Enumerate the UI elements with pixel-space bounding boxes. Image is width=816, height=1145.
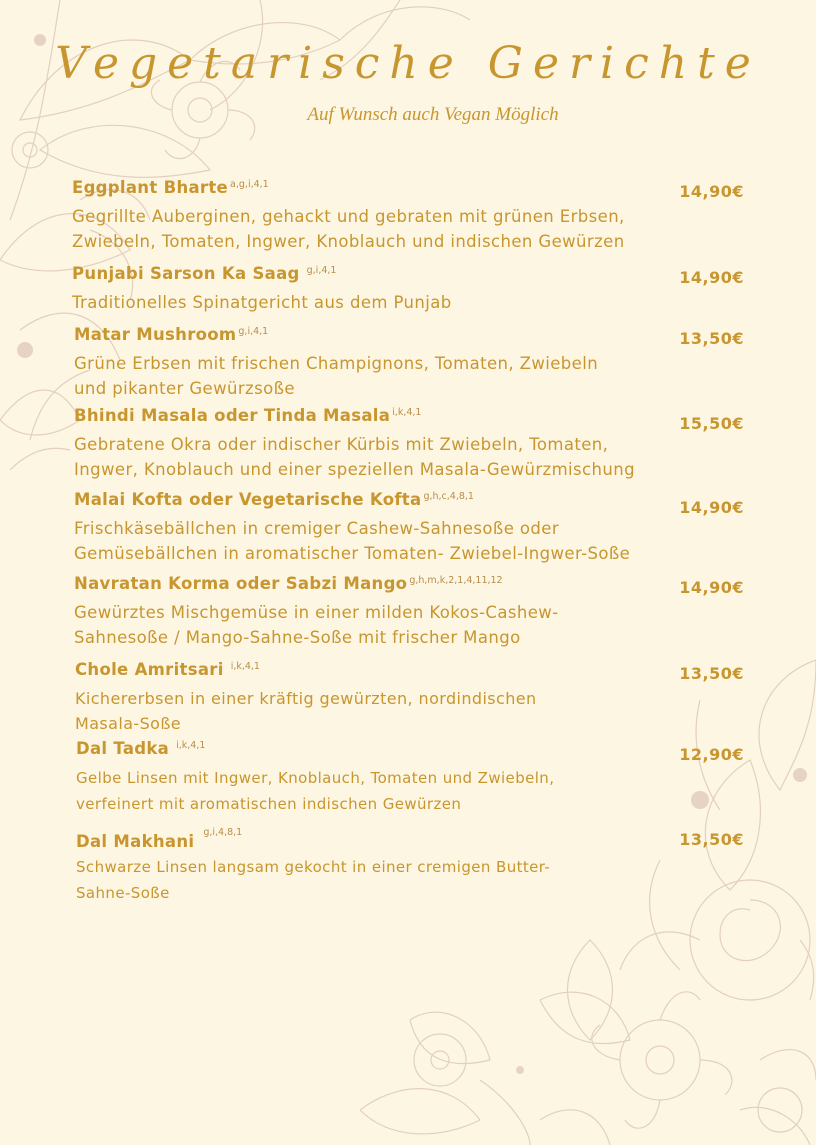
dish-name: Dal Makhani: [76, 832, 195, 851]
dish-price: 14,90€: [679, 578, 744, 597]
dish-name: Chole Amritsari: [75, 660, 224, 679]
dish-description: Frischkäsebällchen in cremiger Cashew-Sahnesoße oder Gemüsebällchen in aromatischer Tomaten- Zwiebel-Ingwer-Soße: [74, 519, 631, 563]
dish-price: 13,50€: [679, 664, 744, 683]
page-title: Vegetarische Gerichte: [55, 38, 761, 89]
allergen-codes: g,i,4,8,1: [203, 826, 243, 838]
dish-name: Matar Mushroom: [74, 325, 237, 344]
dish-price: 14,90€: [679, 498, 744, 517]
menu-item: [74, 406, 754, 482]
menu-item: [76, 739, 756, 817]
dish-price: 13,50€: [679, 830, 744, 849]
dish-name: Punjabi Sarson Ka Saag: [72, 264, 300, 283]
dish-description: Kichererbsen in einer kräftig gewürzten, nordindischen Masala-Soße: [75, 689, 537, 733]
dish-price: 14,90€: [679, 182, 744, 201]
dish-price: 13,50€: [679, 329, 744, 348]
allergen-codes: g,h,m,k,2,1,4,11,12: [409, 574, 503, 586]
allergen-codes: i,k,4,1: [392, 406, 422, 418]
allergen-codes: a,g,i,4,1: [230, 178, 269, 190]
allergen-codes: i,k,4,1: [176, 739, 206, 751]
dish-description: Gewürztes Mischgemüse in einer milden Kokos-Cashew- Sahnesoße / Mango-Sahne-Soße mit frischer Mango: [74, 603, 559, 647]
allergen-codes: g,i,4,1: [238, 325, 269, 337]
menu-item: [74, 574, 754, 650]
dish-price: 14,90€: [679, 268, 744, 287]
allergen-codes: g,i,4,1: [306, 264, 337, 276]
menu-item: [72, 178, 752, 254]
menu-item: [74, 490, 754, 566]
dish-name: Bhindi Masala oder Tinda Masala: [74, 406, 391, 425]
dish-name: Dal Tadka: [76, 739, 170, 758]
allergen-codes: g,h,c,4,8,1: [423, 490, 474, 502]
dish-description: Gebratene Okra oder indischer Kürbis mit Zwiebeln, Tomaten, Ingwer, Knoblauch und einer speziellen Masala-Gewürzmischung: [74, 435, 635, 479]
menu-item: [72, 264, 752, 315]
dish-name: Navratan Korma oder Sabzi Mango: [74, 574, 408, 593]
menu-item: [75, 660, 755, 736]
dish-description: Traditionelles Spinatgericht aus dem Punjab: [72, 293, 452, 312]
menu-item: [74, 325, 754, 401]
menu-item: [76, 826, 756, 906]
allergen-codes: i,k,4,1: [230, 660, 260, 672]
dish-price: 15,50€: [679, 414, 744, 433]
dish-price: 12,90€: [679, 745, 744, 764]
dish-name: Eggplant Bharte: [72, 178, 229, 197]
page-subtitle: Auf Wunsch auch Vegan Möglich: [307, 104, 559, 125]
dish-description: Grüne Erbsen mit frischen Champignons, Tomaten, Zwiebeln und pikanter Gewürzsoße: [74, 354, 599, 398]
dish-description: Gegrillte Auberginen, gehackt und gebraten mit grünen Erbsen, Zwiebeln, Tomaten, Ingwer, Knoblauch und indischen Gewürzen: [72, 207, 625, 251]
dish-name: Malai Kofta oder Vegetarische Kofta: [74, 490, 422, 509]
dish-description: Schwarze Linsen langsam gekocht in einer cremigen Butter- Sahne-Soße: [76, 858, 551, 902]
dish-description: Gelbe Linsen mit Ingwer, Knoblauch, Tomaten und Zwiebeln, verfeinert mit aromatischen indischen Gewürzen: [76, 769, 555, 813]
